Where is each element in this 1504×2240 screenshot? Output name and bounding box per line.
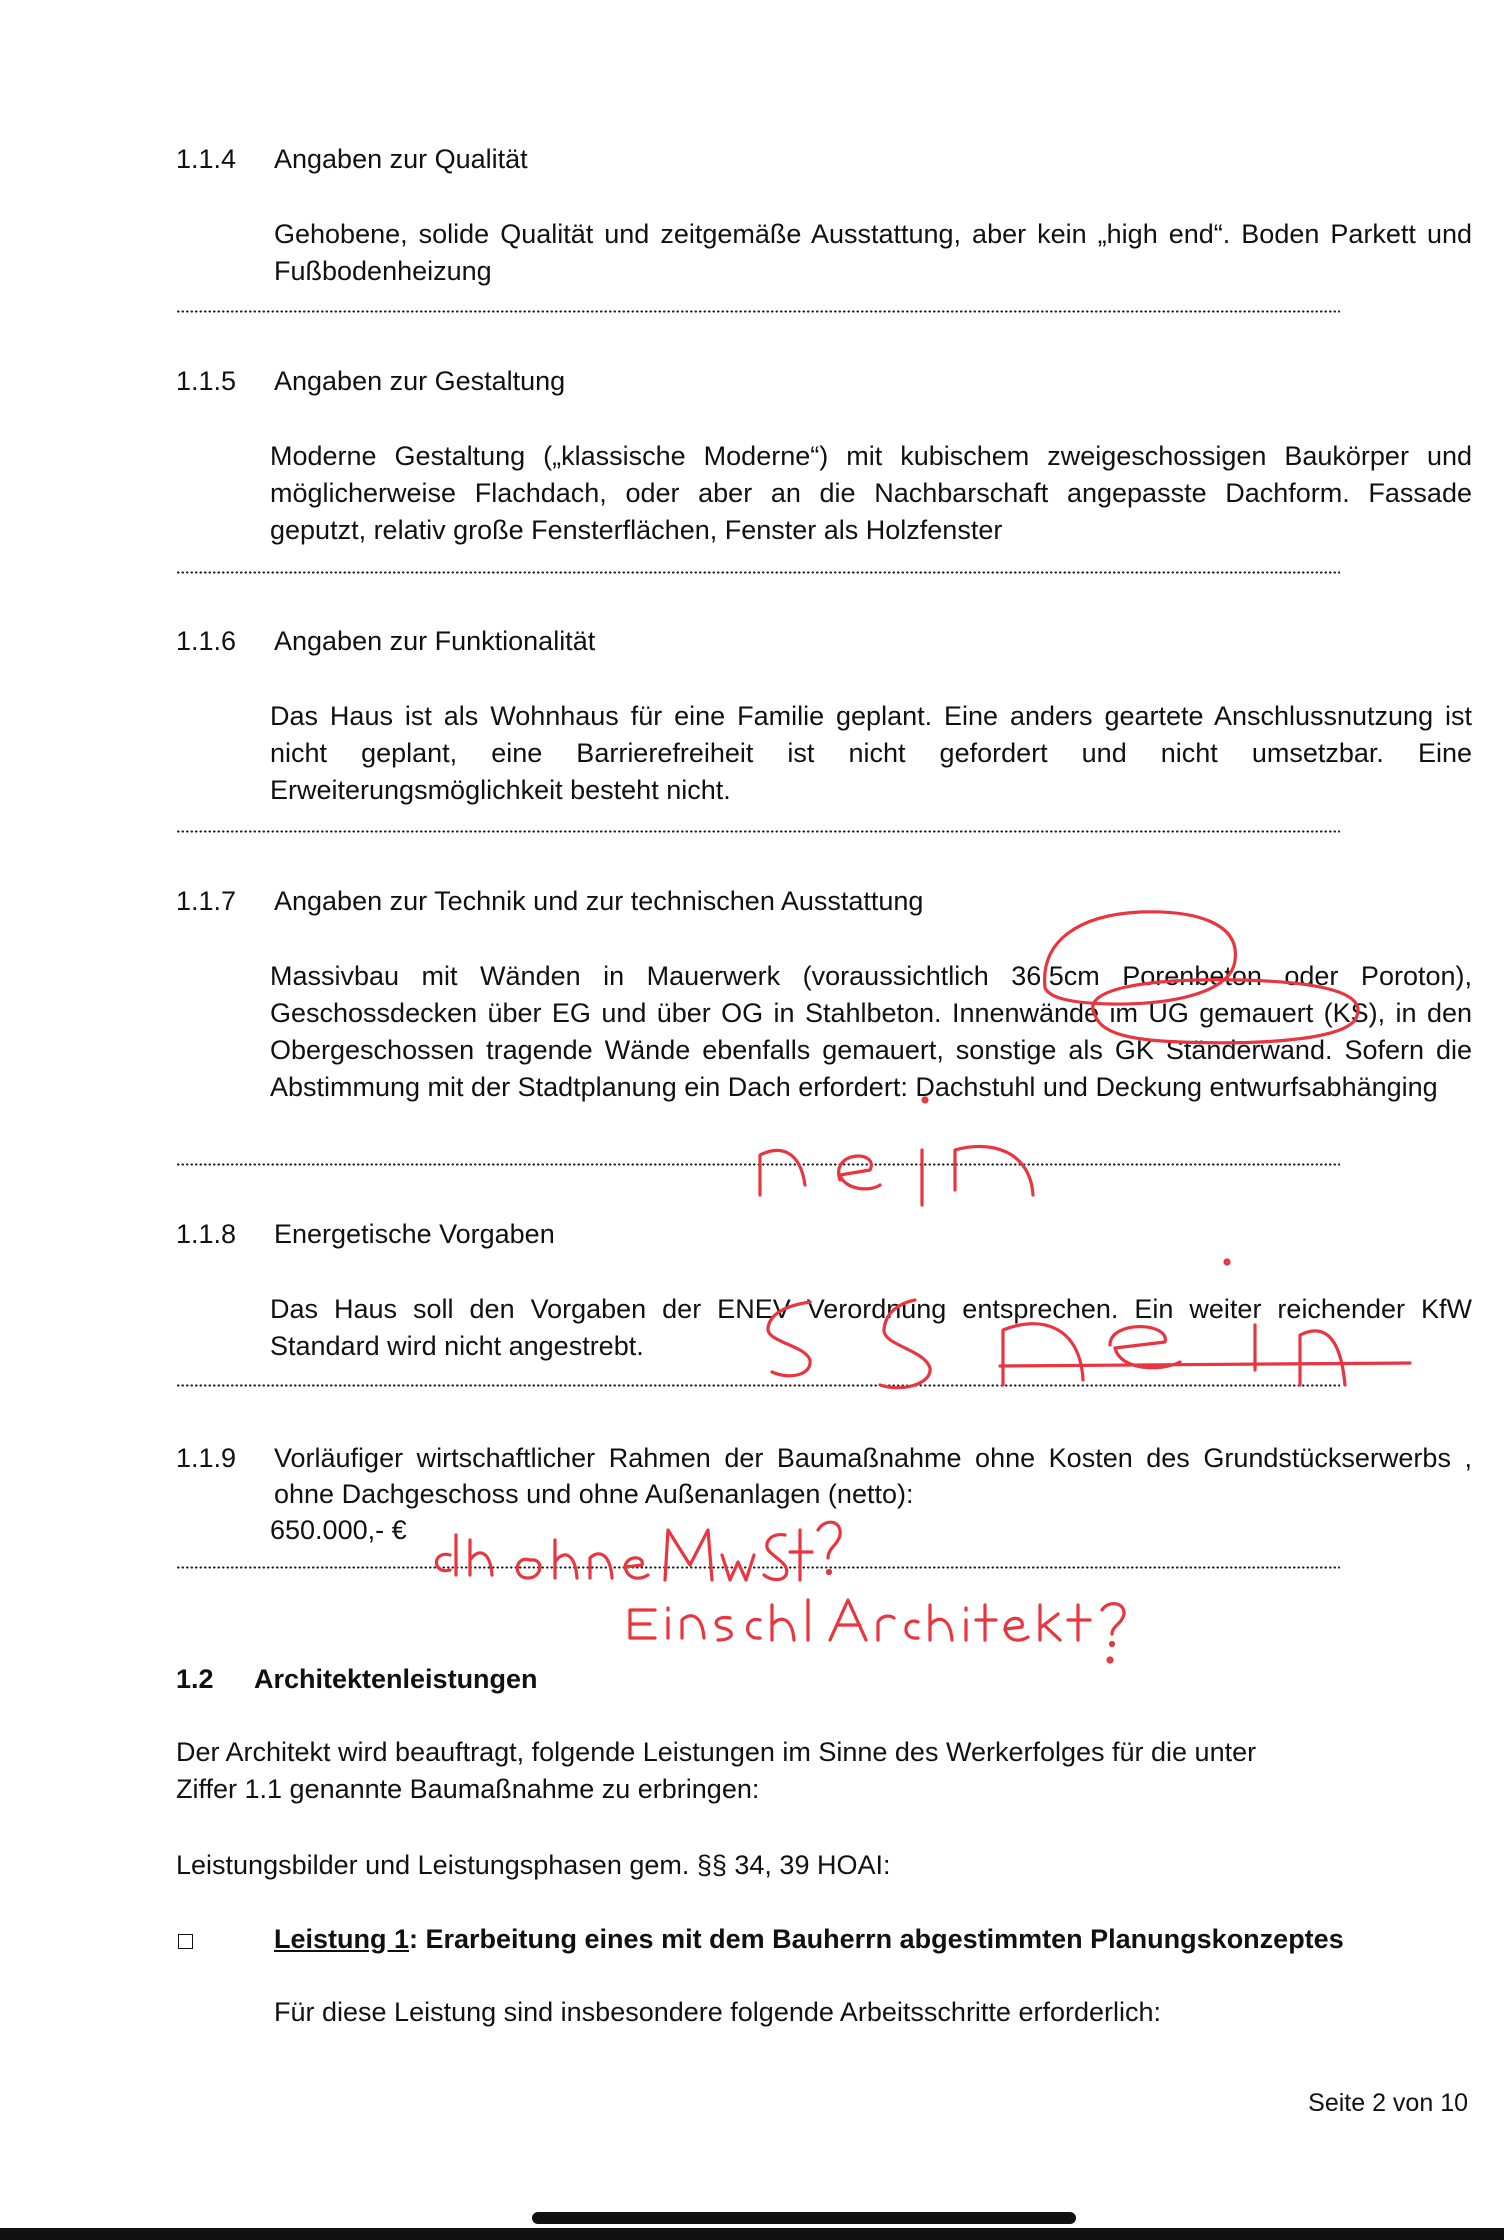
section-1-1-9	[176, 1440, 1472, 1545]
section-paragraph: Massivbau mit Wänden in Mauerwerk (voraussichtlich 36,5cm Porenbeton oder Poroton), Geschossdecken über EG und über OG in Stahlbeton. Innenwände im UG gemauert (KS), in den Obergeschossen tragende Wände ebenfalls gemauert, sonstige als GK Ständerwand. Sofern die Abstimmung mit der Stadtplanung ein Dach erfordert: Dachstuhl und Deckung entwurfsabhänging	[270, 961, 1472, 1102]
section-number: 1.1.6	[176, 626, 237, 656]
section-1-1-8	[176, 1216, 1472, 1361]
section-paragraph: Moderne Gestaltung („klassische Moderne“) mit kubischem zweigeschossigen Baukörper und möglicherweise Flachdach, oder aber an die Nachbarschaft angepasste Dachform. Fassade geputzt, relativ große Fensterflächen, Fenster als Holzfenster	[270, 441, 1472, 545]
section-1-1-7	[176, 883, 1472, 1102]
section-number: 1.1.5	[176, 366, 237, 396]
section-1-1-5	[176, 363, 1472, 545]
section-number: 1.1.4	[176, 144, 237, 174]
leistungsbilder-text: Leistungsbilder und Leistungsphasen gem. §§ 34, 39 HOAI:	[176, 1850, 891, 1880]
bottom-bar	[0, 2228, 1504, 2240]
section-title: Angaben zur Qualität	[274, 144, 528, 174]
section-1-1-6	[176, 623, 1472, 805]
section-heading	[176, 623, 1472, 659]
section-title: Angaben zur Technik und zur technischen Ausstattung	[274, 886, 924, 916]
ink-dot	[1225, 1260, 1229, 1264]
section-heading	[176, 1440, 1472, 1512]
section-heading	[176, 141, 1472, 177]
section-body	[270, 438, 1472, 549]
dotted-separator	[176, 310, 1340, 313]
leistung-1-subtext: Für diese Leistung sind insbesondere folgende Arbeitsschritte erforderlich:	[274, 1997, 1162, 2027]
section-title: Architektenleistungen	[254, 1664, 538, 1694]
section-title: Energetische Vorgaben	[274, 1219, 555, 1249]
ink-dot	[1108, 1658, 1112, 1662]
home-indicator[interactable]	[532, 2212, 1076, 2224]
section-1-2-intro	[176, 1734, 1256, 1808]
intro-line: Der Architekt wird beauftragt, folgende Leistungen im Sinne des Werkerfolges für die unter	[176, 1737, 1257, 1767]
section-heading	[176, 363, 1472, 399]
leistung-text: : Erarbeitung eines mit dem Bauherrn abgestimmten Planungskonzeptes	[409, 1924, 1344, 1954]
section-title: Vorläufiger wirtschaftlicher Rahmen der Baumaßnahme ohne Kosten des Grundstückserwerbs , ohne Dachgeschoss und ohne Außenanlagen (netto):	[274, 1443, 1472, 1509]
section-paragraph: Das Haus soll den Vorgaben der ENEV Verordnung entsprechen. Ein weiter reichender KfW Standard wird nicht angestrebt.	[270, 1294, 1472, 1361]
section-body	[270, 698, 1472, 809]
section-number: 1.1.8	[176, 1219, 237, 1249]
section-title: Angaben zur Funktionalität	[274, 626, 596, 656]
section-number: 1.1.9	[176, 1443, 237, 1473]
leistung-1-heading	[274, 1921, 1344, 1957]
section-body	[270, 1291, 1472, 1365]
section-1-2-heading	[176, 1661, 538, 1697]
section-heading	[176, 883, 1472, 919]
ink-note-architekt	[630, 1600, 1124, 1646]
section-paragraph: Das Haus ist als Wohnhaus für eine Familie geplant. Eine anders geartete Anschlussnutzung ist nicht geplant, eine Barrierefreiheit ist nicht gefordert und nicht umsetzbar. Eine Erweiterungsmöglichkeit besteht nicht.	[270, 701, 1472, 805]
section-number: 1.2	[176, 1664, 214, 1694]
dotted-separator	[176, 1163, 1340, 1166]
section-body	[270, 958, 1472, 1106]
section-body	[270, 1512, 1472, 1549]
leistung-label: Leistung 1	[274, 1924, 410, 1954]
dotted-separator	[176, 1384, 1340, 1387]
dotted-separator	[176, 1566, 1340, 1569]
section-number: 1.1.7	[176, 886, 237, 916]
intro-line: Ziffer 1.1 genannte Baumaßnahme zu erbringen:	[176, 1774, 760, 1804]
dotted-separator	[176, 571, 1340, 574]
section-paragraph: Gehobene, solide Qualität und zeitgemäße Ausstattung, aber kein „high end“. Boden Parkett und Fußbodenheizung	[274, 219, 1472, 286]
section-title: Angaben zur Gestaltung	[274, 366, 566, 396]
section-body	[274, 216, 1472, 290]
leistung-1-checkbox[interactable]	[178, 1934, 193, 1949]
ink-note-nein-1	[760, 1146, 1033, 1205]
budget-value: 650.000,- €	[270, 1515, 407, 1545]
page-number: Seite 2 von 10	[1308, 2089, 1468, 2117]
dotted-separator	[176, 830, 1340, 833]
section-1-1-4	[176, 141, 1472, 286]
section-heading	[176, 1216, 1472, 1252]
